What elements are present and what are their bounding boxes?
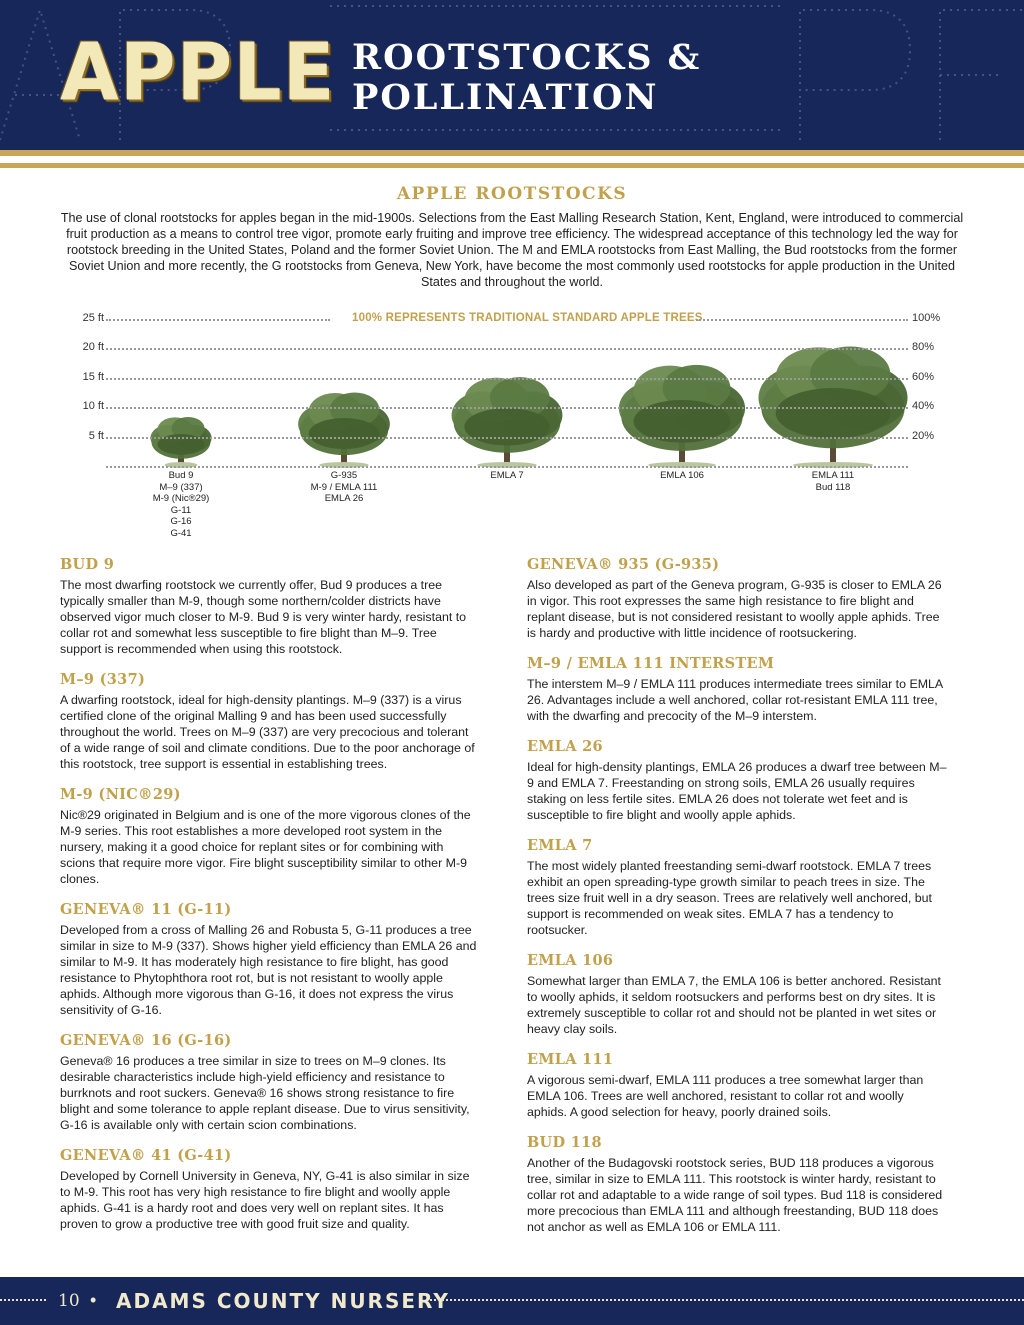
ground-line (106, 466, 908, 468)
grid-line (106, 348, 908, 350)
chart-note: 100% REPRESENTS TRADITIONAL STANDARD APPLE TREES (352, 312, 703, 324)
tree-label-line: G-16 (170, 516, 192, 527)
rootstock-description: Also developed as part of the Geneva program, G-935 is closer to EMLA 26 in vigor. This root expresses the same high resistance to fire blight and replant disease, but is not considered resistant to woolly apple aphids. Tree is hardy and productive with little incidence of rootsuckering. (527, 578, 942, 640)
tree-label (284, 470, 404, 505)
tree-label-line: M–9 (337) (159, 481, 203, 493)
rootstock-description: The most dwarfing rootstock we currently offer, Bud 9 produces a tree typically smaller than M-9, though some northern/colder districts have observed vigor much closer to M-9. Bud 9 is very winter hardy, resistant to collar rot and somewhat less susceptible to fire blight than M–9. Tree support is recommended when using this rootstock. (60, 578, 467, 656)
title-apple: APPLE (60, 24, 336, 119)
tree-icon (452, 377, 563, 468)
left-column (60, 554, 480, 1246)
rootstock-description: Developed from a cross of Malling 26 and Robusta 5, G-11 produces a tree similar in size to M-9 (337). Shows higher yield efficiency than EMLA 26 and similar to M-9. It has moderately high resistance to fire blight, has good resistance to Phytophthora root rot, but is not resistant to woolly apple aphids. Although more vigorous than G-16, it does not express the virus sensitivity of G-16. (60, 923, 477, 1017)
rootstock-description: Another of the Budagovski rootstock series, BUD 118 produces a vigorous tree, similar in size to EMLA 111. This rootstock is winter hardy, resistant to collar rot and adaptable to a wide range of soil types. Bud 118 is considered more precocious than EMLA 111 and although freestanding, BUD 118 does not anchor as well as EMLA 106 or EMLA 111. (527, 1156, 943, 1234)
y-tick-right: 60% (912, 370, 935, 383)
right-column (527, 554, 947, 1249)
y-tick-right: 80% (912, 341, 935, 354)
title-line-2: POLLINATION (352, 77, 659, 118)
title-line-1: ROOTSTOCKS & (352, 37, 702, 78)
title-subtitle (352, 38, 701, 118)
footer-dots-left (0, 1299, 46, 1301)
tree-label-line: EMLA 26 (324, 493, 364, 504)
footer-dots-right (430, 1299, 1024, 1301)
tree-label-line: G-11 (170, 504, 192, 516)
rootstock-entry (60, 1032, 480, 1133)
rootstock-description: Nic®29 originated in Belgium and is one of the more vigorous clones of the M-9 series. This root establishes a more developed root system in the nursery, making it a good choice for replant sites or for combining with scions that require more vigor. Fire blight susceptibility similar to other M-9 clones. (60, 808, 471, 886)
rootstock-description: Somewhat larger than EMLA 7, the EMLA 106 is better anchored. Resistant to woolly aphids, it seldom rootsuckers and performs best on dry sites. It is extremely susceptible to collar rot and should not be planted in wet sites or heavy clay soils. (527, 974, 941, 1036)
tree-label (121, 470, 241, 539)
page-number: 10 (58, 1291, 80, 1311)
tree-label (622, 470, 742, 482)
y-tick-left: 5 ft (88, 429, 104, 442)
intro-paragraph: The use of clonal rootstocks for apples began in the mid-1900s. Selections from the East Malling Research Station, Kent, England, were introduced to commercial fruit production as a means to control tree vigor, promote early fruiting and improve tree efficiency. The widespread acceptance of this technology led the way for rootstock breeding in the United States, Poland and the former Soviet Union. The M and EMLA rootstocks from East Malling, the Bud rootstocks from the former Soviet Union and more recently, the G rootstocks from Geneva, New York, have become the most commonly used rootstocks for apple production in the United States and throughout the world. (60, 211, 964, 289)
rootstock-size-chart (60, 306, 964, 546)
rootstock-description: A dwarfing rootstock, ideal for high-density plantings. M–9 (337) is a virus certified clone of the original Malling 9 and has been used successfully throughout the world. Trees on M–9 (337) are very precocious and tolerant of a wide range of soil and climate conditions. Due to the poor anchorage of this rootstock, tree support is essential in establishing trees. (60, 693, 475, 771)
y-tick-right: 40% (912, 400, 935, 413)
rootstock-title: GENEVA® 16 (G-16) (60, 1032, 232, 1049)
rootstock-entry (527, 655, 947, 724)
rootstock-entry (527, 1134, 947, 1235)
rootstock-title: GENEVA® 935 (G-935) (527, 556, 720, 573)
rootstock-entry (60, 786, 480, 887)
tree-label-line: M-9 (Nic®29) (152, 493, 210, 504)
rootstock-title: GENEVA® 41 (G-41) (60, 1147, 232, 1164)
rootstock-entry (60, 671, 480, 772)
grid-line (106, 437, 908, 439)
rootstock-title: BUD 9 (60, 556, 115, 573)
y-tick-left: 10 ft (82, 400, 104, 413)
rootstock-entry (527, 1051, 947, 1120)
rootstock-entry (527, 738, 947, 823)
y-tick-left: 15 ft (82, 370, 104, 383)
header-stripe-white (0, 156, 1024, 160)
rootstock-entry (60, 556, 480, 657)
section-heading: APPLE ROOTSTOCKS (396, 184, 628, 204)
rootstock-description: A vigorous semi-dwarf, EMLA 111 produces a tree somewhat larger than EMLA 106. Trees are well anchored, resistant to collar rot and woolly aphids. A good selection for heavy, poorly drained soils. (527, 1073, 924, 1119)
tree-label-line: EMLA 106 (660, 470, 704, 481)
page-header (0, 0, 1024, 160)
tree-label-line: G-935 (330, 470, 358, 481)
rootstock-title: BUD 118 (527, 1134, 602, 1151)
grid-line (696, 319, 908, 321)
rootstock-title: GENEVA® 11 (G-11) (60, 901, 232, 918)
rootstock-title: M-9 (NIC®29) (60, 786, 181, 803)
tree-label-line: Bud 9 (168, 470, 194, 481)
grid-line (106, 319, 330, 321)
rootstock-description: Geneva® 16 produces a tree similar in size to trees on M–9 clones. Its desirable characteristics include high-yield efficiency and resistance to burrknots and root suckers. Geneva® 16 shows strong resistance to fire blight and some tolerance to apple replant disease. Due to virus sensitivity, G-16 is available only with certain scion combinations. (60, 1054, 470, 1132)
rootstock-entry (527, 837, 947, 938)
rootstock-entry (60, 901, 480, 1018)
footer-brand: ADAMS COUNTY NURSERY (116, 1289, 450, 1313)
rootstock-title: EMLA 7 (527, 837, 593, 854)
tree-icon (150, 417, 211, 468)
rootstock-entry (60, 1147, 480, 1232)
rootstock-title: M–9 (337) (60, 671, 146, 688)
tree-label-line: Bud 118 (815, 481, 851, 493)
rootstock-title: EMLA 26 (527, 738, 603, 755)
y-tick-left: 20 ft (82, 341, 104, 354)
tree-label (447, 470, 567, 482)
y-tick-left: 25 ft (82, 312, 104, 324)
rootstock-description: The most widely planted freestanding semi-dwarf rootstock. EMLA 7 trees exhibit an open spreading-type growth similar to peach trees in size. The trees size fruit well in a dry season. Trees are relatively well anchored, but support is recommended on weak sites. EMLA 7 has a tendency to rootsucker. (527, 859, 932, 937)
tree-label-line: G-41 (170, 527, 192, 539)
footer-bullet: • (90, 1290, 97, 1310)
tree-label-line: M-9 / EMLA 111 (310, 481, 378, 493)
rootstock-entry (527, 952, 947, 1037)
grid-line (106, 407, 908, 409)
rootstock-description: Ideal for high-density plantings, EMLA 26 produces a dwarf tree between M–9 and EMLA 7. Freestanding on strong soils, EMLA 26 usually requires staking on less fertile sites. EMLA 26 does not tolerate wet feet and is susceptible to fire blight and woolly apple aphids. (527, 760, 947, 822)
tree-icon (619, 365, 745, 468)
rootstock-title: EMLA 111 (527, 1051, 614, 1068)
rootstock-title: EMLA 106 (527, 952, 614, 969)
tree-label-line: EMLA 7 (490, 470, 524, 481)
rootstock-title: M–9 / EMLA 111 INTERSTEM (527, 655, 775, 672)
tree-icon (298, 392, 390, 468)
y-tick-right: 100% (912, 312, 941, 324)
tree-label (773, 470, 893, 493)
gold-rule (0, 163, 1024, 168)
grid-line (106, 378, 908, 380)
tree-label-line: EMLA 111 (811, 470, 855, 481)
rootstock-entry (527, 556, 947, 641)
page-footer (0, 1277, 1024, 1325)
rootstock-description: The interstem M–9 / EMLA 111 produces intermediate trees similar to EMLA 26. Advantages include a well anchored, collar rot-resistant EMLA 111 tree, with the dwarfing and precocity of the M–9 interstem. (527, 677, 943, 723)
y-tick-right: 20% (912, 429, 935, 442)
rootstock-description: Developed by Cornell University in Geneva, NY, G-41 is also similar in size to M-9. This root has very high resistance to fire blight and woolly apple aphids. G-41 is a hardy root and does very well on replant sites. It has proven to grow a productive tree with good fruit size and quality. (60, 1169, 470, 1231)
